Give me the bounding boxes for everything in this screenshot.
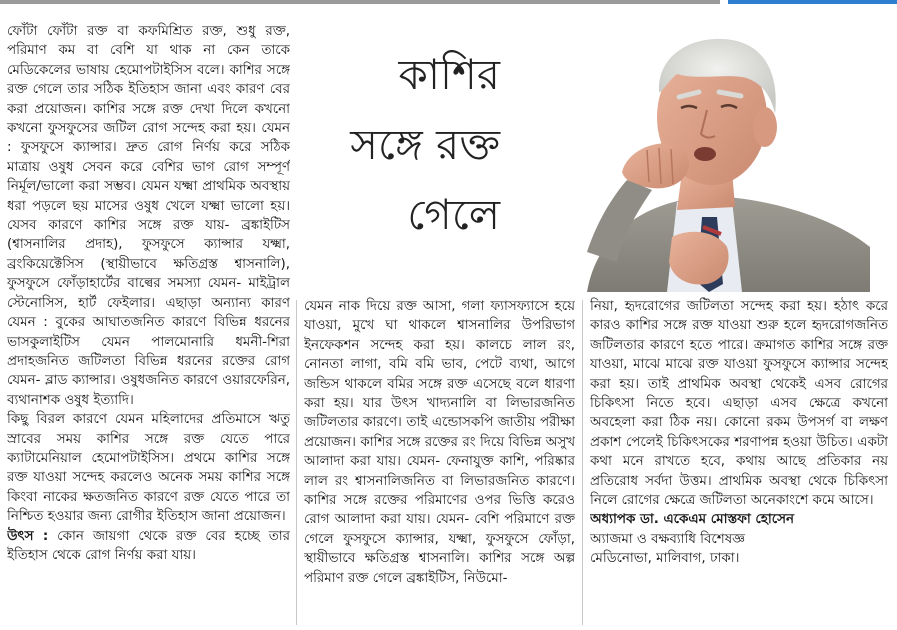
paragraph: কিছু বিরল কারণে যেমন মহিলাদের প্রতিমাসে ঋতু স্রাবের সময় কাশির সঙ্গে রক্ত যেতে পারে ক্যাটামেনিয়াল হেমোপটাইসিস। প্রথমে কাশির সঙ্গে রক্ত যাওয়া সন্দেহ করলেও অনেক সময় কাশির সঙ্গে কিংবা নাকের ক্ষতজনিত কারণে রক্ত যেতে পারে তা নিশ্চিত হওয়ার জন্য রোগীর ইতিহাস জানা প্রয়োজন। bbox=[7, 412, 290, 525]
author-place: মেডিনোভা, মালিবাগ, ঢাকা। bbox=[590, 551, 740, 567]
top-accent-bar bbox=[728, 0, 897, 4]
column-divider bbox=[582, 300, 583, 625]
source-label: উৎস : bbox=[7, 528, 49, 544]
paragraph: নিয়া, হৃদরোগের জটিলতা সন্দেহ করা হয়। হঠাৎ করে কারও কাশির সঙ্গে রক্ত যাওয়া শুরু হলে হৃদরোগজনিত জটিলতার কারণে হতে পারে। ক্রমাগত কাশির সঙ্গে রক্ত যাওয়া, মাঝে মাঝে রক্ত যাওয়া ফুসফুসে ক্যান্সার সন্দেহ করা হয়। তাই প্রাথমিক অবস্থা থেকেই এসব রোগের চিকিৎসা নিতে হবে। এছাড়া এসব ক্ষেত্রে কখনো অবহেলা করা ঠিক নয়। কোনো রকম উপসর্গ বা লক্ষণ প্রকাশ পেলেই চিকিৎসকের শরণাপন্ন হওয়া উচিত। একটা কথা মনে রাখতে হবে, কথায় আছে প্রতিকার নয় প্রতিরোধ সর্বদা উত্তম। প্রাথমিক অবস্থা থেকে চিকিৎসা নিলে রোগের ক্ষেত্রে জটিলতা অনেকাংশে কমে আসে। bbox=[590, 299, 888, 509]
column-divider bbox=[296, 300, 297, 625]
article-column-left bbox=[7, 22, 290, 627]
man-coughing-photo bbox=[527, 22, 870, 292]
headline-line-1: কাশির bbox=[398, 50, 500, 99]
paragraph: যেমন নাক দিয়ে রক্ত আসা, গলা ফ্যাসফ্যাসে হয়ে যাওয়া, মুখে ঘা থাকলে শ্বাসনালির উপরিভাগ ইনফেকশন সন্দেহ করা হয়। কালচে লাল রং, নোনতা লাগা, বমি বমি ভাব, পেটে ব্যথা, আগে জন্ডিস থাকলে বমির সঙ্গে রক্ত এসেছে বলে ধারণা করা হয়। যার উৎস খাদ্যনালি বা লিভারজনিত জটিলতার কারণে। তাই এন্ডোসকপি জাতীয় পরীক্ষা প্রয়োজন। কাশির সঙ্গে রক্তের রং দিয়ে বিভিন্ন অসুখ আলাদা করা যায়। যেমন- ফেনাযুক্ত কাশি, পরিষ্কার লাল রং শ্বাসনালিজনিত বা লিভারজনিত কারণে। কাশির সঙ্গে রক্তের পরিমাণের ওপর ভিত্তি করেও রোগ আলাদা করা যায়। যেমন- বেশি পরিমাণে রক্ত গেলে ফুসফুসে ক্যান্সার, যক্ষ্মা, ফুসফুসে ফোঁড়া, স্থায়ীভাবে ক্ষতিগ্রস্ত শ্বাসনালি। কাশির সঙ্গে অল্প পরিমাণ রক্ত গেলে ব্রঙ্কাইটিস, নিউমো- bbox=[304, 299, 575, 586]
article-column-middle bbox=[304, 297, 575, 627]
top-rule bbox=[0, 0, 720, 4]
headline-line-2: সঙ্গে রক্ত bbox=[350, 120, 500, 169]
author-title: অ্যাজমা ও বক্ষব্যাধি বিশেষজ্ঞ bbox=[590, 531, 745, 547]
headline-line-3: গেলে bbox=[407, 190, 500, 239]
author-name: অধ্যাপক ডা. একেএম মোস্তফা হোসেন bbox=[590, 512, 794, 528]
paragraph: ফোঁটা ফোঁটা রক্ত বা কফমিশ্রিত রক্ত, শুধু রক্ত, পরিমাণ কম বা বেশি যা থাক না কেন তাকে মেডিকেলের ভাষায় হেমোপটাইসিস বলে। কাশির সঙ্গে রক্ত গেলে তার সঠিক ইতিহাস জানা এবং কারণ বের করা প্রয়োজন। কাশির সঙ্গে রক্ত দেখা দিলে কখনো কখনো ফুসফুসের জটিল রোগ সন্দেহ করা হয়। যেমন : ফুসফুসে ক্যান্সার। দ্রুত রোগ নির্ণয় করে সঠিক মাত্রায় ওষুধ সেবন করে বেশির ভাগ রোগ সম্পূর্ণ নির্মূল/ভালো করা সম্ভব। যেমন যক্ষ্মা প্রাথমিক অবস্থায় ধরা পড়লে ছয় মাসের ওষুধ খেলে যক্ষ্মা ভালো হয়। যেসব কারণে কাশির সঙ্গে রক্ত যায়- ব্রঙ্কাইটিস (শ্বাসনালির প্রদাহ), ফুসফুসে ক্যান্সার যক্ষ্মা, ব্রংকিয়েক্টেসিস (স্থায়ীভাবে ক্ষতিগ্রস্ত শ্বাসনালি), ফুসফুসে ফোঁড়াহার্টের বাল্বের সমস্যা যেমন- মাইট্রাল স্টেনোসিস, হার্ট ফেইলার। এছাড়া অন্যান্য কারণ যেমন : বুকের আঘাতজনিত কারণে বিভিন্ন ধরনের ভাসকুলাইটিস যেমন পালমোনারি ধমনী-শিরা প্রদাহজনিত জটিলতা বিভিন্ন ধরনের রক্তের রোগ যেমন- ব্লাড ক্যান্সার। ওষুধজনিত কারণে ওয়ারফেরিন, ব্যথানাশক ওষুধ ইত্যাদি। bbox=[7, 24, 290, 408]
source-text: কোন জায়গা থেকে রক্ত বের হচ্ছে তার ইতিহাস থেকে রোগ নির্ণয় করা যায়। bbox=[7, 528, 290, 563]
paragraph-source bbox=[7, 527, 290, 566]
article-headline bbox=[300, 40, 500, 250]
article-column-right bbox=[590, 297, 888, 627]
